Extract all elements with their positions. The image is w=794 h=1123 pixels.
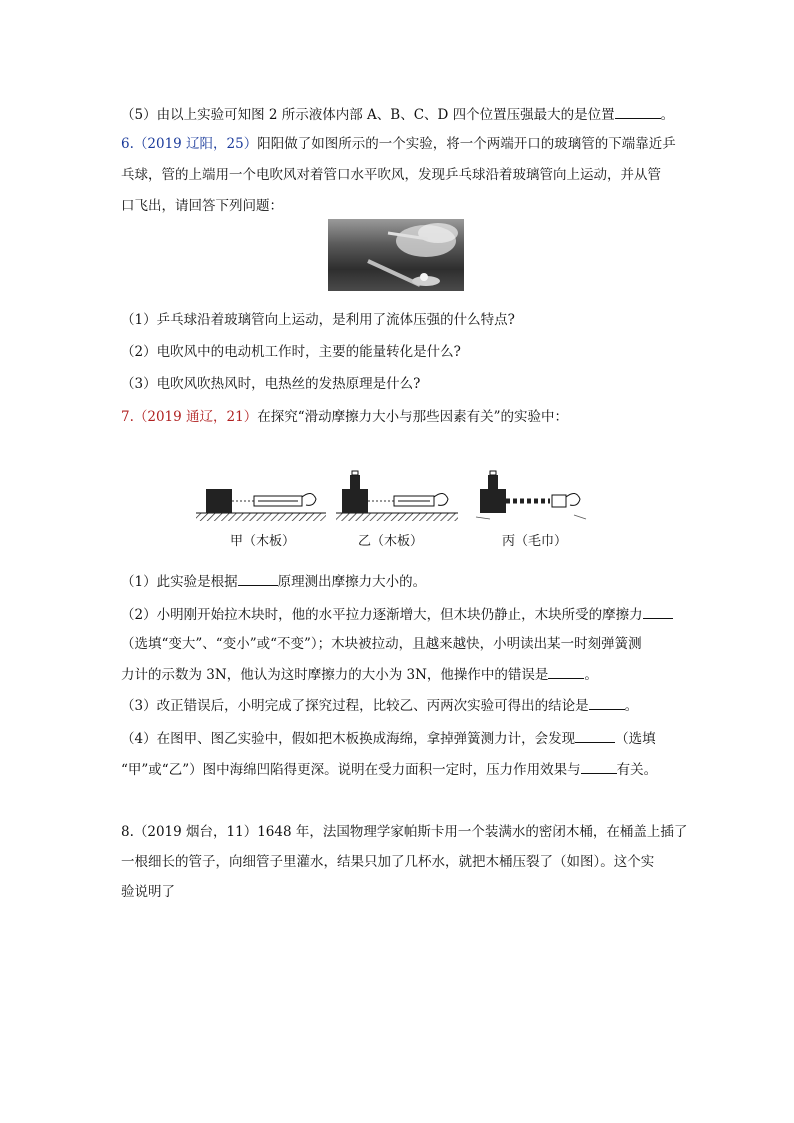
q6-line2: 乓球，管的上端用一个电吹风对着管口水平吹风，发现乒乓球沿着玻璃管向上运动，并从管 [121, 167, 661, 183]
q7-source: 7.（2019 通辽，21） [121, 409, 258, 425]
q7-intro-line [121, 407, 568, 427]
label-jia: 甲（木板） [230, 534, 296, 549]
q7-s2-text-d: 。 [584, 667, 598, 683]
label-yi: 乙（木板） [358, 534, 424, 549]
q6-line1 [121, 134, 676, 154]
q7-s3-blank[interactable] [589, 695, 625, 710]
q7-s3-text-a: （3）改正错误后，小明完成了探究过程，比较乙、丙两次实验可得出的结论是 [121, 698, 589, 714]
q6-line3: 口飞出，请回答下列问题： [121, 198, 283, 214]
q8-line2: 一根细长的管子，向细管子里灌水，结果只加了几杯水，就把木桶压裂了（如图）。这个实 [121, 854, 655, 870]
q5-answer-blank[interactable] [615, 104, 661, 119]
q7-s4-text-d: 有关。 [616, 762, 658, 778]
setup-bing [476, 471, 586, 519]
q8-line3: 验说明了 [121, 884, 175, 900]
q6-sub2: （2）电吹风中的电动机工作时，主要的能量转化是什么? [121, 344, 461, 360]
q7-s2-text-c: 力计的示数为 3N，他认为这时摩擦力的大小为 3N，他操作中的错误是 [121, 667, 549, 683]
q8-line1: 8.（2019 烟台，11）1648 年，法国物理学家帕斯卡用一个装满水的密闭木桶，在桶盖上插了 [121, 824, 688, 840]
setup-jia [196, 489, 326, 521]
friction-experiment-figure [190, 467, 610, 557]
q7-s2-line2: （选填“变大”、“变小”或“不变”）；木块被拉动，且越来越快，小明读出某一时刻弹簧测 [121, 636, 642, 652]
q7-s2-line3 [121, 664, 598, 685]
q7-s4-text-a: （4）在图甲、图乙实验中，假如把木板换成海绵，拿掉弹簧测力计，会发现 [121, 731, 576, 747]
q7-s1-text-b: 原理测出摩擦力大小的。 [277, 574, 427, 590]
q7-s4-line2 [121, 759, 657, 780]
q7-s1-text-a: （1）此实验是根据 [121, 574, 238, 590]
q5-line [121, 104, 674, 125]
q5-end: 。 [660, 107, 675, 123]
q7-s4-blank-1[interactable] [575, 728, 615, 743]
q6-sub1: （1）乒乓球沿着玻璃管向上运动，是利用了流体压强的什么特点? [121, 312, 515, 328]
q6-source: （2019 辽阳，25） [133, 136, 258, 152]
q7-s2-blank-2[interactable] [548, 664, 584, 679]
q7-s3 [121, 695, 638, 716]
q7-s3-text-b: 。 [624, 698, 639, 714]
q6-text-line1: 阳阳做了如图所示的一个实验，将一个两端开口的玻璃管的下端靠近乒 [257, 136, 676, 152]
q7-s2-line1 [121, 604, 673, 625]
q7-s4-line1 [121, 728, 656, 749]
q7-s4-text-b: （选填 [615, 731, 656, 747]
q7-s4-blank-2[interactable] [581, 759, 617, 774]
q7-intro: 在探究“滑动摩擦力大小与那些因素有关”的实验中： [257, 409, 569, 425]
q7-s4-text-c: “甲”或“乙”）图中海绵凹陷得更深。说明在受力面积一定时，压力作用效果与 [121, 762, 581, 778]
label-bing: 丙（毛巾） [502, 534, 568, 549]
q5-text: （5）由以上实验可知图 2 所示液体内部 A、B、C、D 四个位置压强最大的是位置 [121, 107, 615, 123]
q7-s2-blank-1[interactable] [643, 604, 673, 619]
q7-s2-text-a: （2）小明刚开始拉木块时，他的水平拉力逐渐增大，但木块仍静止，木块所受的摩擦力 [121, 607, 643, 623]
setup-yi [336, 471, 458, 521]
q6-sub3: （3）电吹风吹热风时，电热丝的发热原理是什么? [121, 376, 421, 392]
ping-pong-experiment-photo [328, 219, 464, 291]
q7-s1-blank[interactable] [238, 571, 278, 586]
q6-number: 6. [121, 136, 134, 152]
q7-s1 [121, 571, 426, 592]
